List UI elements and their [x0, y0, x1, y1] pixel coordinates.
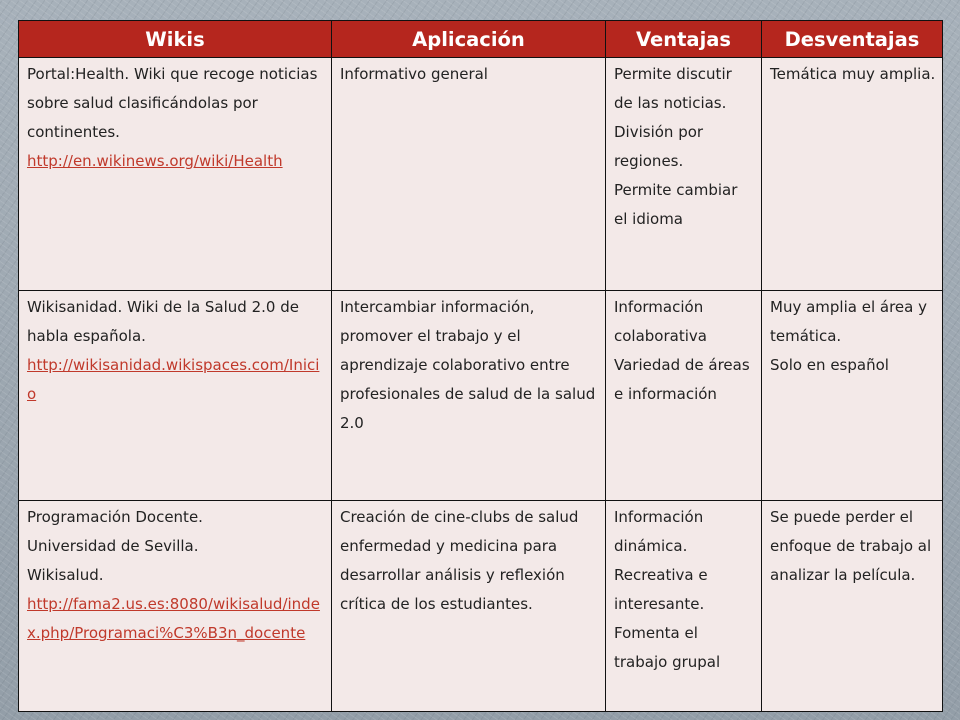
aplicacion-text: Intercambiar información, promover el trabajo y el aprendizaje colaborativo entre profesionales de salud de la salud 2.0 — [340, 298, 596, 432]
table-row — [19, 58, 943, 291]
wiki-link[interactable]: http://fama2.us.es:8080/wikisalud/index.php/Programaci%C3%B3n_docente — [27, 595, 320, 642]
desventaja-item: Solo en español — [770, 356, 889, 374]
wiki-description-line: Universidad de Sevilla. — [27, 537, 199, 555]
header-ventajas: Ventajas — [606, 21, 762, 58]
wiki-link[interactable]: http://wikisanidad.wikispaces.com/Inicio — [27, 356, 320, 403]
aplicacion-cell — [332, 58, 606, 291]
ventaja-item: Permite cambiar el idioma — [614, 181, 738, 228]
aplicacion-text: Creación de cine-clubs de salud enfermedad y medicina para desarrollar análisis y reflexión crítica de los estudiantes. — [340, 508, 579, 613]
ventajas-cell — [606, 58, 762, 291]
aplicacion-text: Informativo general — [340, 65, 488, 83]
wiki-description: Portal:Health. Wiki que recoge noticias sobre salud clasificándolas por continentes. — [27, 65, 318, 141]
aplicacion-cell — [332, 291, 606, 501]
aplicacion-cell — [332, 501, 606, 712]
ventaja-item: Recreativa e interesante. — [614, 566, 708, 613]
desventajas-cell — [762, 58, 943, 291]
ventaja-item: Fomenta el trabajo grupal — [614, 624, 721, 671]
header-aplicacion: Aplicación — [332, 21, 606, 58]
wiki-cell — [19, 291, 332, 501]
wiki-link[interactable]: http://en.wikinews.org/wiki/Health — [27, 152, 283, 170]
wiki-cell — [19, 58, 332, 291]
ventaja-item: Variedad de áreas e información — [614, 356, 750, 403]
wiki-cell — [19, 501, 332, 712]
wikis-comparison-table — [18, 20, 943, 712]
ventajas-cell — [606, 291, 762, 501]
desventajas-cell — [762, 291, 943, 501]
table-row — [19, 501, 943, 712]
table-header-row — [19, 21, 943, 58]
desventajas-cell — [762, 501, 943, 712]
wiki-description-line: Wikisalud. — [27, 566, 104, 584]
header-desventajas: Desventajas — [762, 21, 943, 58]
ventajas-cell — [606, 501, 762, 712]
desventaja-text: Se puede perder el enfoque de trabajo al analizar la película. — [770, 508, 932, 584]
ventaja-item: División por regiones. — [614, 123, 704, 170]
ventaja-item: Permite discutir de las noticias. — [614, 65, 732, 112]
header-wikis: Wikis — [19, 21, 332, 58]
ventaja-item: Información dinámica. — [614, 508, 704, 555]
table-row — [19, 291, 943, 501]
wiki-description: Wikisanidad. Wiki de la Salud 2.0 de habla española. — [27, 298, 299, 345]
desventaja-text: Temática muy amplia. — [770, 65, 936, 83]
wiki-description-line: Programación Docente. — [27, 508, 203, 526]
desventaja-item: Muy amplia el área y temática. — [770, 298, 927, 345]
ventaja-item: Información colaborativa — [614, 298, 707, 345]
